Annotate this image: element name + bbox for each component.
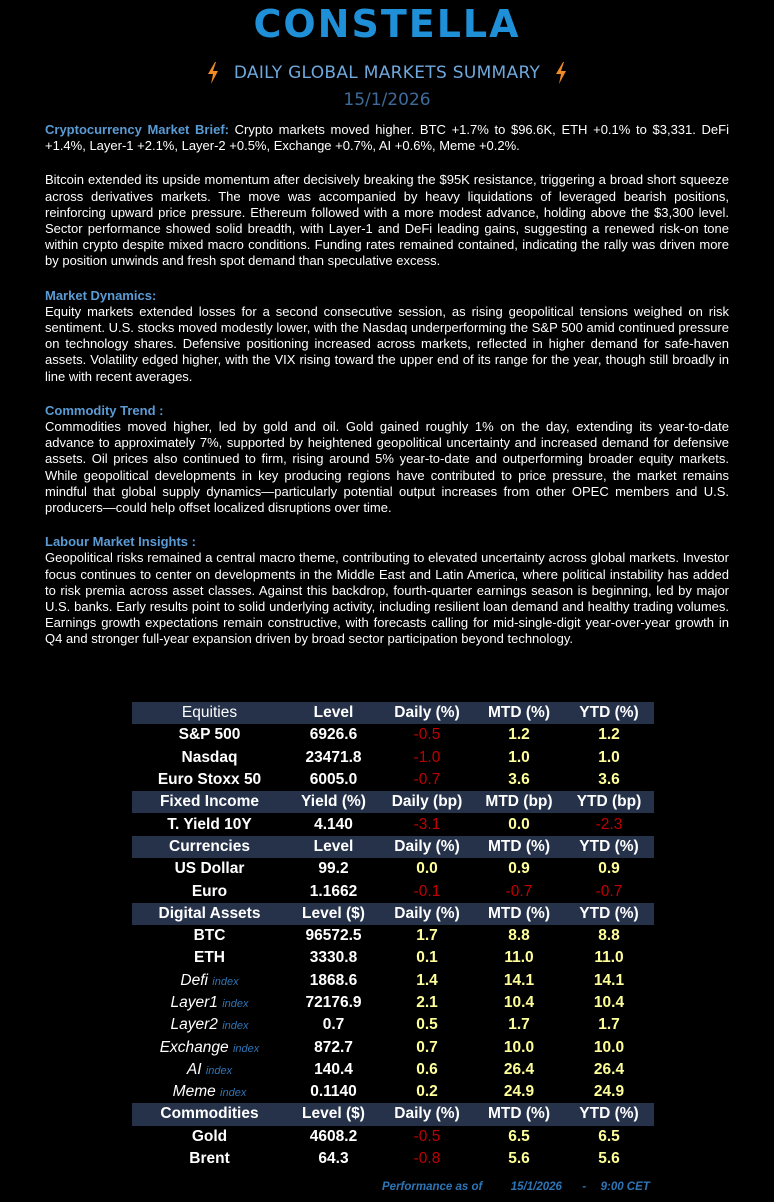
table-section-header — [132, 702, 654, 724]
cell-ytd: 1.7 — [564, 1014, 654, 1036]
cell-ytd: 10.4 — [564, 992, 654, 1014]
cell-level: 0.1140 — [287, 1081, 380, 1103]
table-row — [132, 1081, 654, 1103]
cell-ytd: -0.7 — [564, 880, 654, 902]
table-row — [132, 813, 654, 835]
cell-daily: 1.4 — [380, 970, 474, 992]
table-row — [132, 724, 654, 746]
column-header: Daily (%) — [380, 903, 474, 925]
row-name: Brent — [189, 1150, 230, 1168]
table-row — [132, 747, 654, 769]
labour-section — [45, 534, 729, 647]
cell-mtd: 5.6 — [474, 1148, 564, 1170]
row-label — [132, 1081, 287, 1103]
row-name: Layer2 — [170, 1016, 218, 1034]
cell-mtd: 26.4 — [474, 1059, 564, 1081]
column-header: MTD (%) — [474, 836, 564, 858]
footer-date: 15/1/2026 — [510, 1181, 562, 1193]
cell-level: 64.3 — [287, 1148, 380, 1170]
row-label — [132, 1036, 287, 1058]
footer-separator: - — [582, 1181, 587, 1193]
cell-daily: -0.8 — [380, 1148, 474, 1170]
cell-mtd: 8.8 — [474, 925, 564, 947]
row-label — [132, 970, 287, 992]
column-header: Level ($) — [287, 1103, 380, 1125]
lightning-bolt-icon — [206, 62, 220, 84]
row-name: S&P 500 — [178, 726, 241, 744]
table-section-header — [132, 836, 654, 858]
markets-table — [132, 702, 654, 1170]
cell-level: 6926.6 — [287, 724, 380, 746]
column-header: Yield (%) — [287, 791, 380, 813]
row-name: Exchange — [159, 1038, 229, 1056]
column-header: Daily (bp) — [380, 791, 474, 813]
row-name: T. Yield 10Y — [167, 815, 252, 833]
table-row — [132, 1036, 654, 1058]
commodity-body: Commodities moved higher, led by gold and oil. Gold gained roughly 1% on the day, extending its year-to-date advance to approximately 7%, supported by heightened geopolitical uncertainty and increased demand for defensive assets. Oil prices also continued to firm, rising around 5% year-to-date and outperforming broader equity markets. While geopolitical developments in key producing regions have contributed to price pressure, the market remains mindful that global supply dynamics—particularly potential output increases from other OPEC members and U.S. producers—could help offset localized disruptions over time. — [45, 419, 729, 516]
cell-mtd: -0.7 — [474, 880, 564, 902]
cell-level: 872.7 — [287, 1036, 380, 1058]
row-label — [132, 1059, 287, 1081]
section-title: Fixed Income — [132, 791, 287, 813]
crypto-brief — [45, 122, 729, 154]
index-tag: index — [222, 998, 249, 1010]
brand-logo: CONSTELLA — [253, 2, 521, 46]
index-tag: index — [232, 1042, 260, 1055]
table-section-header — [132, 1103, 654, 1125]
cell-daily: 0.5 — [380, 1014, 474, 1036]
cell-daily: -0.5 — [380, 724, 474, 746]
cell-daily: 0.7 — [380, 1036, 474, 1058]
subtitle-row — [0, 60, 774, 86]
row-name: US Dollar — [174, 860, 245, 878]
cell-ytd: 10.0 — [564, 1036, 654, 1058]
index-tag: index — [222, 1020, 249, 1033]
row-label — [132, 1014, 287, 1036]
cell-daily: -0.7 — [380, 769, 474, 791]
cell-daily: -3.1 — [380, 813, 474, 835]
index-tag: index — [220, 1087, 247, 1100]
cell-ytd: 24.9 — [564, 1081, 654, 1103]
section-title: Currencies — [132, 836, 287, 858]
cell-daily: -0.1 — [380, 880, 474, 902]
cell-mtd: 11.0 — [474, 947, 564, 969]
cell-level: 96572.5 — [287, 925, 380, 947]
crypto-lead: Crypto markets moved higher. BTC +1.7% to $96.6K, ETH +0.1% to $3,331. DeFi +1.4%, Layer-1 +2.1%, Layer-2 +0.5%, Exchange +0.7%, AI +0.6%, Meme +0.2%. — [45, 122, 729, 154]
column-header: MTD (%) — [474, 702, 564, 724]
column-header: MTD (%) — [474, 903, 564, 925]
table-row — [132, 970, 654, 992]
cell-daily: 0.0 — [380, 858, 474, 880]
cell-daily: 1.7 — [380, 925, 474, 947]
cell-mtd: 6.5 — [474, 1126, 564, 1148]
table-row — [132, 1126, 654, 1148]
column-header: YTD (%) — [564, 702, 654, 724]
row-label — [132, 947, 287, 969]
column-header: YTD (%) — [564, 1103, 654, 1125]
table-row — [132, 769, 654, 791]
table-section-header — [132, 791, 654, 813]
row-name: Gold — [191, 1127, 228, 1145]
row-name: BTC — [193, 927, 226, 945]
cell-ytd: 3.6 — [564, 769, 654, 791]
cell-level: 140.4 — [287, 1059, 380, 1081]
cell-mtd: 0.0 — [474, 813, 564, 835]
cell-level: 1868.6 — [287, 970, 380, 992]
column-header: Level ($) — [287, 903, 380, 925]
commodity-section — [45, 403, 729, 516]
market-section — [45, 288, 729, 385]
row-name: Euro Stoxx 50 — [157, 771, 262, 789]
row-label — [132, 858, 287, 880]
column-header: Level — [287, 836, 380, 858]
table-row — [132, 1014, 654, 1036]
row-label — [132, 880, 287, 902]
table-section-header — [132, 903, 654, 925]
cell-mtd: 10.0 — [474, 1036, 564, 1058]
cell-mtd: 24.9 — [474, 1081, 564, 1103]
row-label — [132, 813, 287, 835]
cell-ytd: 1.2 — [564, 724, 654, 746]
section-title: Digital Assets — [132, 903, 287, 925]
cell-mtd: 1.7 — [474, 1014, 564, 1036]
cell-level: 4608.2 — [287, 1126, 380, 1148]
report-date: 15/1/2026 — [343, 90, 431, 110]
index-tag: index — [212, 975, 239, 988]
labour-body: Geopolitical risks remained a central macro theme, contributing to elevated uncertainty across global markets. Investor focus continues to center on developments in the Middle East and Latin America, where political instability has added to risk premia across asset classes. Against this backdrop, fourth-quarter earnings season is beginning, led by major U.S. banks. Early results point to solid underlying activity, including resilient loan demand and healthy trading volumes. Earnings growth expectations remain constructive, with forecasts calling for mid-single-digit year-over-year growth in Q4 and stronger full-year expansion driven by broad sector participation beyond technology. — [45, 550, 729, 647]
cell-level: 3330.8 — [287, 947, 380, 969]
cell-mtd: 10.4 — [474, 992, 564, 1014]
cell-ytd: 11.0 — [564, 947, 654, 969]
cell-mtd: 14.1 — [474, 970, 564, 992]
markets-table-body — [132, 702, 654, 1170]
footer-time: 9:00 CET — [600, 1181, 650, 1193]
table-row — [132, 880, 654, 902]
performance-footer — [382, 1181, 712, 1197]
cell-ytd: 26.4 — [564, 1059, 654, 1081]
crypto-heading: Cryptocurrency Market Brief: — [45, 122, 229, 137]
cell-daily: 2.1 — [380, 992, 474, 1014]
row-label — [132, 992, 287, 1014]
column-header: Daily (%) — [380, 702, 474, 724]
labour-heading: Labour Market Insights : — [45, 534, 196, 550]
table-row — [132, 947, 654, 969]
column-header: YTD (%) — [564, 903, 654, 925]
report-subtitle: DAILY GLOBAL MARKETS SUMMARY — [233, 63, 541, 83]
row-name: Layer1 — [170, 994, 218, 1011]
cell-mtd: 1.0 — [474, 747, 564, 769]
cell-daily: 0.2 — [380, 1081, 474, 1103]
commodity-heading: Commodity Trend : — [45, 402, 164, 418]
column-header: YTD (%) — [564, 836, 654, 858]
row-label — [132, 747, 287, 769]
cell-level: 1.1662 — [287, 880, 380, 902]
cell-mtd: 3.6 — [474, 769, 564, 791]
row-label — [132, 925, 287, 947]
cell-mtd: 0.9 — [474, 858, 564, 880]
cell-ytd: -2.3 — [564, 813, 654, 835]
row-label — [132, 1126, 287, 1148]
cell-daily: 0.6 — [380, 1059, 474, 1081]
cell-daily: -0.5 — [380, 1126, 474, 1148]
column-header: MTD (bp) — [474, 791, 564, 813]
row-label — [132, 1148, 287, 1170]
report-header — [0, 2, 774, 112]
cell-daily: -1.0 — [380, 747, 474, 769]
column-header: Daily (%) — [380, 1103, 474, 1125]
cell-mtd: 1.2 — [474, 724, 564, 746]
section-title: Commodities — [132, 1103, 287, 1125]
market-body: Equity markets extended losses for a second consecutive session, as rising geopolitical tensions weighed on risk sentiment. U.S. stocks moved modestly lower, with the Nasdaq underperforming the S&P 500 amid continued pressure on technology shares. Defensive positioning increased across markets, reflected in higher demand for safe-haven assets. Volatility edged higher, with the VIX rising toward the upper end of its range for the year, though still broadly in line with recent averages. — [45, 303, 729, 384]
row-label — [132, 769, 287, 791]
cell-ytd: 0.9 — [564, 858, 654, 880]
column-header: YTD (bp) — [564, 791, 654, 813]
section-title: Equities — [132, 702, 287, 724]
row-name: ETH — [194, 949, 225, 967]
cell-level: 23471.8 — [287, 747, 380, 769]
column-header: Level — [287, 702, 380, 724]
table-row — [132, 1059, 654, 1081]
cell-level: 6005.0 — [287, 769, 380, 791]
row-name: Meme — [172, 1083, 216, 1101]
column-header: Daily (%) — [380, 836, 474, 858]
row-name: Nasdaq — [181, 748, 238, 766]
cell-ytd: 1.0 — [564, 747, 654, 769]
table-row — [132, 992, 654, 1014]
markets-table-wrap — [132, 702, 654, 1170]
cell-daily: 0.1 — [380, 947, 474, 969]
table-row — [132, 1148, 654, 1170]
cell-ytd: 14.1 — [564, 970, 654, 992]
row-name: AI — [186, 1060, 202, 1078]
cell-ytd: 6.5 — [564, 1126, 654, 1148]
table-row — [132, 858, 654, 880]
cell-level: 72176.9 — [287, 992, 380, 1014]
row-name: Euro — [191, 882, 228, 900]
cell-level: 0.7 — [287, 1014, 380, 1036]
row-label — [132, 724, 287, 746]
column-header: MTD (%) — [474, 1103, 564, 1125]
index-tag: index — [205, 1064, 233, 1077]
report-body — [45, 122, 729, 666]
cell-level: 99.2 — [287, 858, 380, 880]
row-name: Defi — [180, 971, 208, 989]
table-row — [132, 925, 654, 947]
crypto-body: Bitcoin extended its upside momentum after decisively breaking the $95K resistance, triggering a broad short squeeze across derivatives markets. The move was accompanied by heavy liquidations of leveraged bearish positions, reinforcing upward price pressure. Ethereum followed with a more modest advance, holding above the $3,300 level. Sector performance showed solid breadth, with Layer-1 and DeFi leading gains, suggesting a renewed risk-on tone within crypto despite mixed macro conditions. Funding rates remained contained, indicating the rally was driven more by position unwinds and fresh spot demand than speculative excess. — [45, 172, 729, 269]
footer-label: Performance as of — [382, 1181, 483, 1193]
cell-ytd: 5.6 — [564, 1148, 654, 1170]
lightning-bolt-icon — [554, 62, 568, 84]
market-heading: Market Dynamics: — [45, 287, 157, 303]
cell-ytd: 8.8 — [564, 925, 654, 947]
cell-level: 4.140 — [287, 813, 380, 835]
